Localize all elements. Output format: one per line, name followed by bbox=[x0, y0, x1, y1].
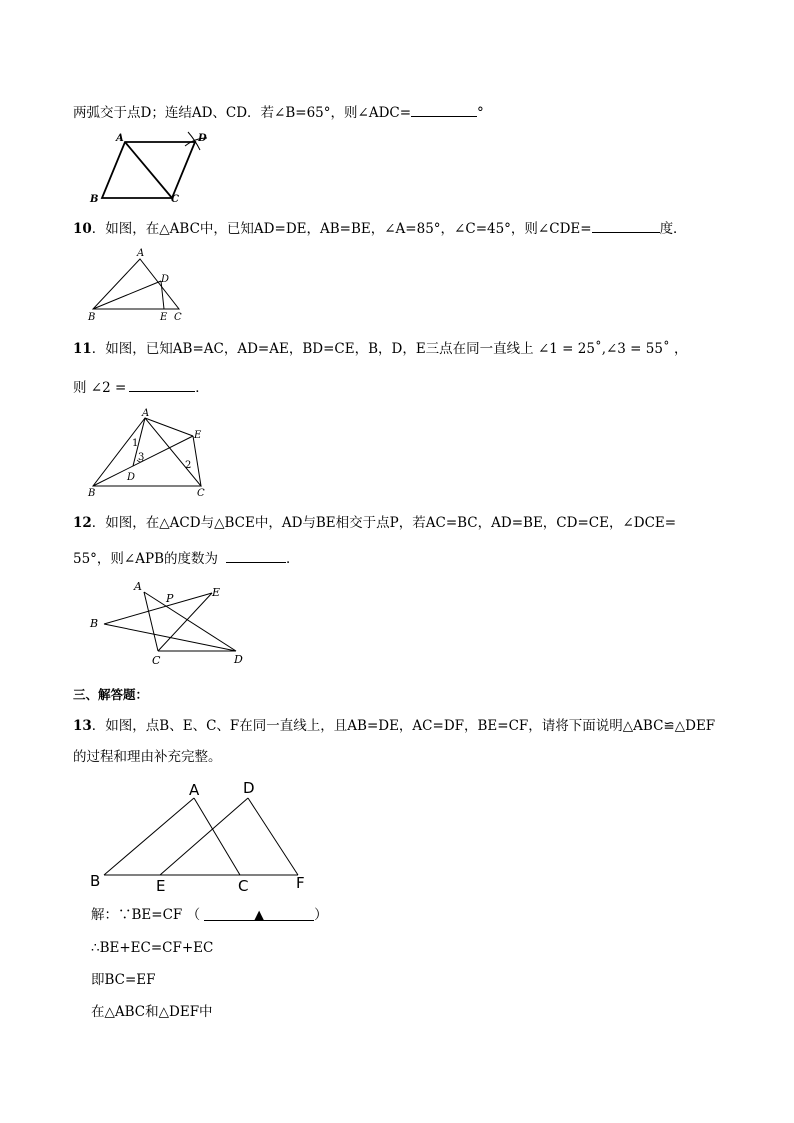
q13-segment-de bbox=[160, 798, 248, 875]
q10-segment-de bbox=[161, 281, 164, 309]
q13-solution-line3: 即BC=EF bbox=[91, 972, 156, 988]
q12-label-a: A bbox=[134, 580, 142, 593]
q10-stem: ．如图，在△ABC中，已知AD=DE，AB=BE，∠A=85°，∠C=45°，则∠CDE= bbox=[91, 221, 592, 237]
q10-label-e: E bbox=[160, 312, 168, 323]
q9-stem: 两弧交于点D；连结AD、CD．若∠B=65°，则∠ADC= bbox=[73, 105, 412, 121]
q13-stem: ．如图，点B、E、C、F在同一直线上，且AB=DE，AC=DF，BE=CF，请将下面说明△ABC≌△DEF bbox=[91, 718, 716, 734]
q12-figure bbox=[88, 580, 258, 670]
q12-segment-be bbox=[104, 593, 212, 624]
q12-segment-ad bbox=[144, 592, 236, 651]
q11-stem: ．如图，已知AB=AC，AD=AE，BD=CE，B，D，E三点在同一直线上 ∠1 = 25˚,∠3 = 55˚ ， bbox=[91, 341, 688, 357]
q10-number: 10 bbox=[73, 221, 92, 237]
q13-label-d: D bbox=[243, 779, 255, 797]
q13-figure bbox=[90, 776, 320, 896]
q11-triangle-abc bbox=[93, 418, 201, 486]
q10-label-a: A bbox=[137, 248, 145, 259]
q11-label-c: C bbox=[197, 488, 205, 499]
q11-label-2: 2 bbox=[185, 460, 192, 471]
q13-label-b: B bbox=[90, 872, 101, 890]
q9-label-a: A bbox=[116, 133, 124, 144]
q11-number: 11 bbox=[73, 341, 92, 357]
q12-answer-blank bbox=[226, 548, 286, 563]
q13-label-c: C bbox=[238, 877, 249, 895]
q13-segment-ac bbox=[194, 798, 240, 875]
q9-label-c: C bbox=[171, 194, 179, 205]
q13-solution-reason-close: ） bbox=[314, 907, 328, 923]
q13-solution-line1 bbox=[91, 906, 328, 924]
q11-label-a: A bbox=[142, 408, 150, 419]
q12-stem: ．如图，在△ACD与△BCE中，AD与BE相交于点P，若AC=BC，AD=BE，CD=CE，∠DCE= bbox=[91, 515, 677, 531]
q9-label-b: B bbox=[90, 194, 99, 205]
q10-text bbox=[73, 218, 687, 238]
q12-label-p: P bbox=[166, 592, 174, 605]
q12-tail: ． bbox=[286, 551, 300, 567]
q11-label-b: B bbox=[88, 488, 96, 499]
q11-text-line2 bbox=[73, 377, 209, 397]
q11-label-1: 1 bbox=[132, 438, 139, 449]
q13-solution-reason-open: 解：∵BE=CF （ bbox=[91, 907, 201, 923]
q11-label-d: D bbox=[127, 472, 136, 483]
q10-answer-blank bbox=[592, 218, 660, 233]
q12-label-d: D bbox=[234, 653, 243, 666]
q13-solution-line2: ∴BE+EC=CF+EC bbox=[91, 940, 214, 956]
q12-text-line2 bbox=[73, 548, 300, 568]
q13-label-a: A bbox=[189, 781, 200, 799]
q11-label-3: 3 bbox=[138, 452, 145, 463]
q11-label-e: E bbox=[194, 430, 202, 441]
q10-tail: 度． bbox=[659, 221, 687, 237]
q13-solution-placeholder-mark: ▲ bbox=[254, 908, 265, 923]
q13-segment-ab bbox=[104, 798, 194, 875]
q13-text-line2: 的过程和理由补充完整。 bbox=[73, 749, 222, 765]
q13-label-f: F bbox=[296, 874, 305, 892]
q12-segment-ac bbox=[144, 592, 158, 651]
q11-text bbox=[73, 340, 688, 358]
q13-text bbox=[73, 717, 715, 735]
q10-label-d: D bbox=[161, 274, 170, 285]
q10-figure bbox=[85, 246, 195, 322]
q13-solution-line4: 在△ABC和△DEF中 bbox=[91, 1004, 213, 1020]
q9-text bbox=[73, 102, 484, 122]
q10-label-c: C bbox=[174, 312, 182, 323]
q9-tail: ° bbox=[477, 105, 484, 121]
q11-answer-blank bbox=[129, 377, 195, 392]
q13-solution-reason-blank[interactable] bbox=[204, 906, 314, 921]
section-3-title: 三、解答题： bbox=[73, 687, 149, 702]
q9-answer-blank bbox=[411, 102, 477, 117]
q13-segment-df bbox=[248, 798, 298, 875]
q12-text bbox=[73, 514, 676, 532]
q13-label-e: E bbox=[156, 877, 166, 895]
q12-label-e: E bbox=[212, 586, 221, 599]
q12-label-b: B bbox=[90, 617, 99, 630]
q12-stem-2: 55°，则∠APB的度数为 bbox=[73, 551, 218, 567]
q10-label-b: B bbox=[88, 312, 96, 323]
q11-tail: ． bbox=[195, 380, 209, 396]
q12-number: 12 bbox=[73, 515, 92, 531]
q9-label-d: D bbox=[198, 133, 207, 144]
q12-label-c: C bbox=[152, 654, 161, 667]
q9-figure bbox=[85, 132, 215, 204]
q13-number: 13 bbox=[73, 718, 92, 734]
q9-diagonal-ac bbox=[125, 142, 172, 198]
q10-segment-bd bbox=[93, 281, 161, 309]
q11-figure bbox=[85, 406, 215, 498]
q11-stem-2: 则 ∠2 = bbox=[73, 380, 127, 396]
